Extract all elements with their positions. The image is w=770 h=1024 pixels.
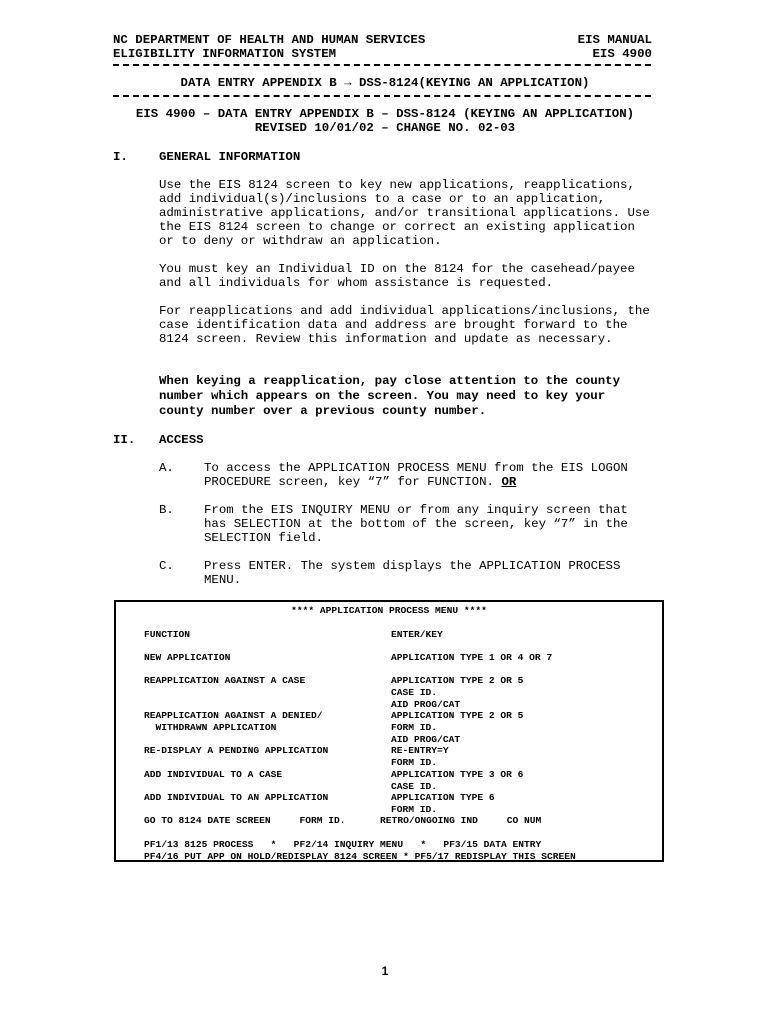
divider	[113, 95, 651, 97]
page-title: DATA ENTRY APPENDIX B → DSS-8124(KEYING AN APPLICATION)	[180, 76, 590, 90]
menu-option-new-application[interactable]: NEW APPLICATION	[144, 652, 231, 663]
step-text: To access the APPLICATION PROCESS MENU from the EIS LOGON PROCEDURE screen, key “7” for FUNCTION.	[204, 461, 628, 489]
access-step	[204, 461, 654, 489]
menu-option-key: AID PROG/CAT	[391, 699, 461, 710]
menu-option-key: APPLICATION TYPE 2 OR 5	[391, 710, 524, 721]
paragraph: Use the EIS 8124 screen to key new applications, reapplications, add individual(s)/inclusions to a case or to an application, administrative applications, and/or transitional applications. Use the EIS 8124 screen to change or correct an existing application or to deny or withdraw an application.	[159, 178, 650, 248]
section-number: II.	[113, 433, 136, 447]
application-process-menu-screen	[114, 600, 664, 862]
menu-option-key: FORM ID.	[391, 722, 438, 733]
menu-title: **** APPLICATION PROCESS MENU ****	[291, 605, 487, 616]
menu-option-add-individual-application[interactable]: ADD INDIVIDUAL TO AN APPLICATION	[144, 792, 329, 803]
section-number: I.	[113, 150, 128, 164]
column-header-function: FUNCTION	[144, 629, 191, 640]
menu-option-reapplication-denied[interactable]: REAPPLICATION AGAINST A DENIED/	[144, 710, 323, 721]
menu-option-key: FORM ID.	[391, 757, 438, 768]
header-manual-number: EIS 4900	[592, 47, 652, 61]
section-heading: GENERAL INFORMATION	[159, 150, 301, 164]
access-step: Press ENTER. The system displays the APPLICATION PROCESS MENU.	[204, 559, 621, 587]
page-number: 1	[381, 964, 389, 978]
header-system: ELIGIBILITY INFORMATION SYSTEM	[113, 47, 337, 61]
pf-keys-line-2: PF4/16 PUT APP ON HOLD/REDISPLAY 8124 SCREEN * PF5/17 REDISPLAY THIS SCREEN	[144, 851, 576, 862]
goto-date-screen-line[interactable]: GO TO 8124 DATE SCREEN FORM ID. RETRO/ONGOING IND CO NUM	[144, 815, 542, 826]
pf-keys-line-1: PF1/13 8125 PROCESS * PF2/14 INQUIRY MENU * PF3/15 DATA ENTRY	[144, 839, 542, 850]
menu-option-key: AID PROG/CAT	[391, 734, 461, 745]
item-letter: C.	[159, 559, 174, 573]
menu-option-key: CASE ID.	[391, 781, 438, 792]
menu-option-reapplication-denied-cont: WITHDRAWN APPLICATION	[144, 722, 277, 733]
menu-option-key: APPLICATION TYPE 6	[391, 792, 495, 803]
divider	[113, 64, 651, 66]
access-step: From the EIS INQUIRY MENU or from any inquiry screen that has SELECTION at the bottom of the screen, key “7” in the SELECTION field.	[204, 503, 628, 545]
menu-option-key: APPLICATION TYPE 3 OR 6	[391, 769, 524, 780]
column-header-enter-key: ENTER/KEY	[391, 629, 443, 640]
menu-option-add-individual-case[interactable]: ADD INDIVIDUAL TO A CASE	[144, 769, 283, 780]
section-heading: ACCESS	[159, 433, 204, 447]
item-letter: A.	[159, 461, 174, 475]
header-manual: EIS MANUAL	[577, 33, 652, 47]
menu-option-redisplay-pending[interactable]: RE-DISPLAY A PENDING APPLICATION	[144, 745, 329, 756]
page-subtitle: EIS 4900 – DATA ENTRY APPENDIX B – DSS-8124 (KEYING AN APPLICATION)	[135, 107, 635, 121]
menu-option-key: RE-ENTRY=Y	[391, 745, 449, 756]
item-letter: B.	[159, 503, 174, 517]
menu-option-key: APPLICATION TYPE 1 OR 4 OR 7	[391, 652, 553, 663]
header-agency: NC DEPARTMENT OF HEALTH AND HUMAN SERVICES	[113, 33, 426, 47]
menu-option-key: FORM ID.	[391, 804, 438, 815]
menu-option-reapplication-case[interactable]: REAPPLICATION AGAINST A CASE	[144, 675, 306, 686]
warning-paragraph: When keying a reapplication, pay close attention to the county number which appears on the screen. You may need to key your county number over a previous county number.	[159, 374, 621, 418]
paragraph: For reapplications and add individual applications/inclusions, the case identification data and address are brought forward to the 8124 screen. Review this information and update as necessary.	[159, 304, 650, 346]
revision-line: REVISED 10/01/02 – CHANGE NO. 02-03	[254, 121, 516, 135]
menu-option-key: CASE ID.	[391, 687, 438, 698]
paragraph: You must key an Individual ID on the 8124 for the casehead/payee and all individuals for whom assistance is requested.	[159, 262, 635, 290]
menu-option-key: APPLICATION TYPE 2 OR 5	[391, 675, 524, 686]
or-emphasis: OR	[501, 475, 517, 489]
